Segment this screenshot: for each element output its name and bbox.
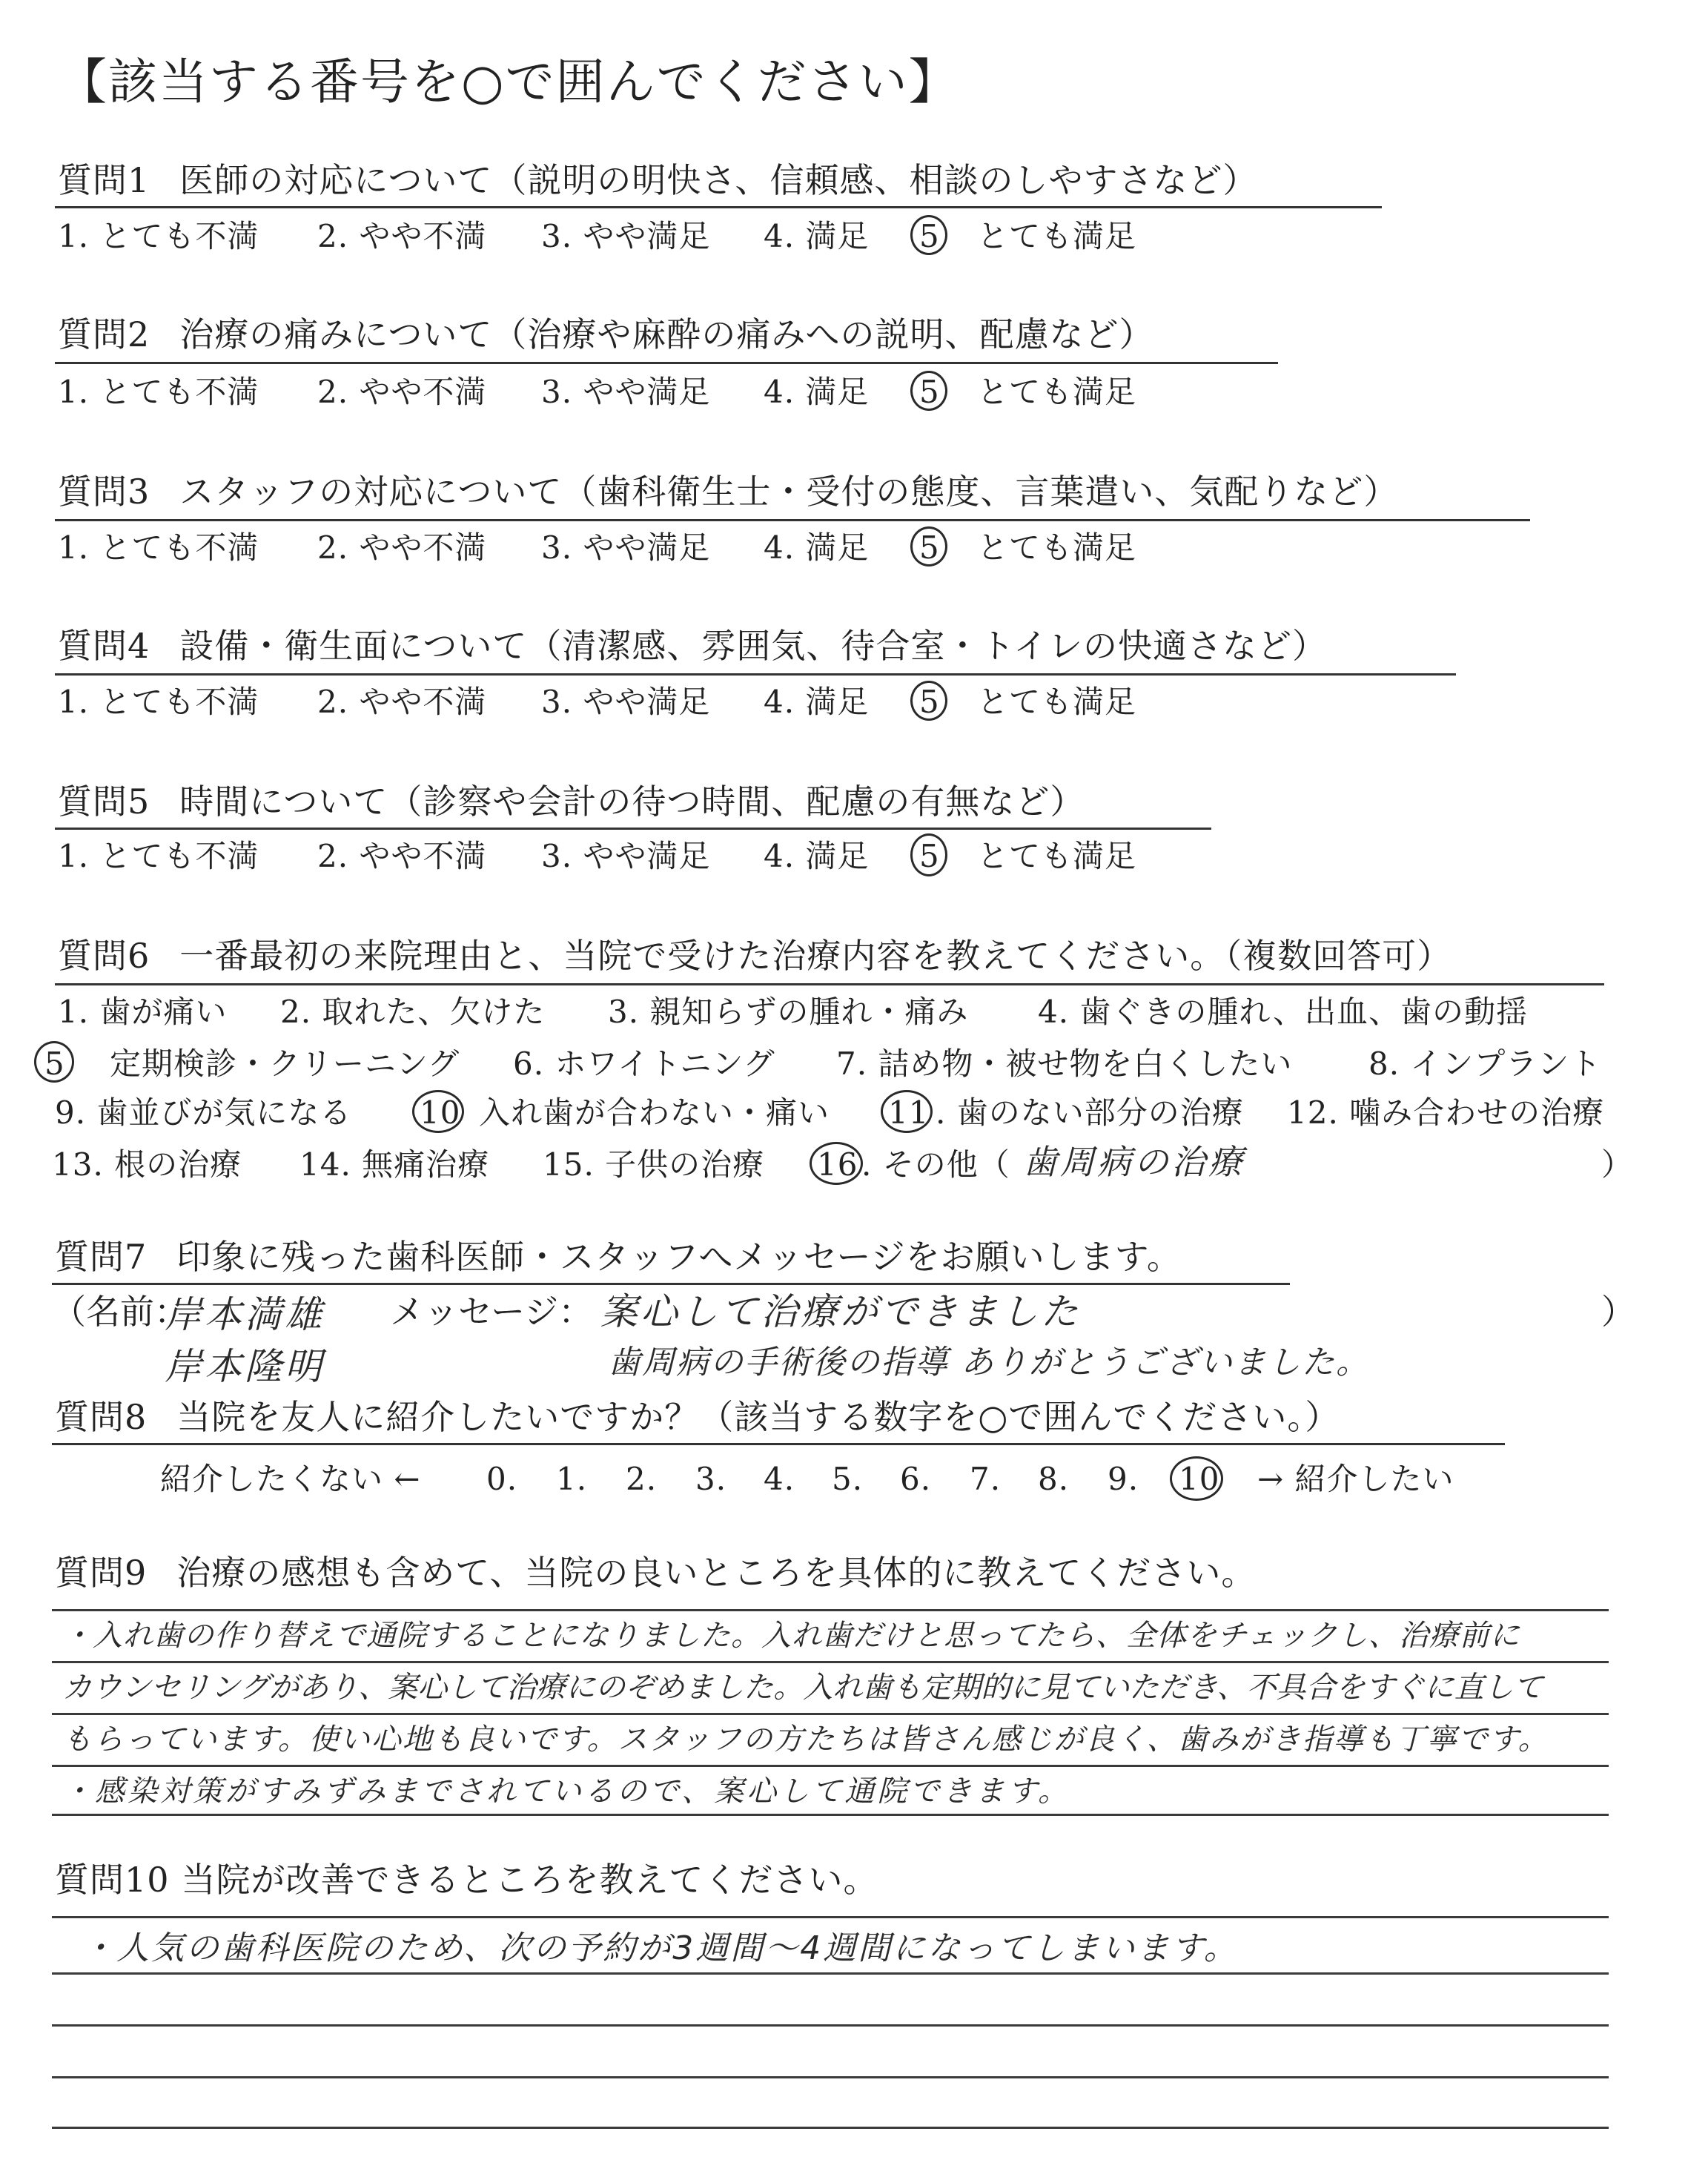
q5-heading <box>58 782 1085 822</box>
q8-option-1[interactable]: 1. <box>556 1461 588 1497</box>
q10-label: 質問10 <box>55 1860 170 1900</box>
q10-answer-line-1: ・人気の歯科医院のため、次の予約が3週間〜4週間になってしまいます。 <box>82 1929 1239 1967</box>
q8-option-3[interactable]: 3. <box>695 1461 727 1497</box>
q6-option-3[interactable]: 3. 親知らずの腫れ・痛み <box>608 994 969 1030</box>
q6-option-12[interactable]: 12. 噛み合わせの治療 <box>1287 1094 1605 1131</box>
q5-underline <box>55 828 1211 830</box>
q1-option-4[interactable]: 4. 満足 <box>764 218 870 254</box>
q6-underline <box>55 983 1604 985</box>
q10-rule-4 <box>52 2076 1609 2078</box>
q7-text: 印象に残った歯科医師・スタッフへメッセージをお願いします。 <box>176 1237 1182 1277</box>
q4-option-3[interactable]: 3. やや満足 <box>541 684 711 720</box>
q9-heading <box>55 1553 1257 1593</box>
q6-option-7[interactable]: 7. 詰め物・被せ物を白くしたい <box>836 1046 1293 1082</box>
q4-option-2[interactable]: 2. やや不満 <box>317 684 487 720</box>
q3-option-3[interactable]: 3. やや満足 <box>541 529 711 566</box>
q6-option-1[interactable]: 1. 歯が痛い <box>58 994 228 1030</box>
q6-option-5-label: 定期検診・クリーニング <box>110 1046 460 1082</box>
q9-answer-line-4: ・感染対策がすみずみまでされているので、案心して通院できます。 <box>62 1774 1070 1809</box>
q8-option-0[interactable]: 0. <box>486 1461 518 1497</box>
q6-option-11[interactable]: 11 <box>888 1094 930 1131</box>
q4-heading <box>58 626 1328 666</box>
q5-option-5-label: とても満足 <box>977 838 1137 874</box>
q8-option-9[interactable]: 9. <box>1108 1461 1139 1497</box>
q9-rule-5 <box>52 1814 1609 1816</box>
q8-option-5[interactable]: 5. <box>832 1461 864 1497</box>
q1-label: 質問1 <box>58 160 150 200</box>
page-title: 【該当する番号を○で囲んでください】 <box>58 53 959 110</box>
q6-option-13[interactable]: 13. 根の治療 <box>52 1146 242 1183</box>
q6-option-10-label: 入れ歯が合わない・痛い <box>479 1094 830 1131</box>
q3-text: スタッフの対応について（歯科衛生士・受付の態度、言葉遣い、気配りなど） <box>179 472 1399 512</box>
q10-rule-1 <box>52 1916 1609 1918</box>
q6-heading <box>58 936 1452 976</box>
q8-text: 当院を友人に紹介したいですか？（該当する数字を○で囲んでください。） <box>176 1397 1340 1437</box>
q8-scale-right-label: → 紹介したい <box>1257 1461 1454 1497</box>
q6-other-close-paren: ） <box>1601 1146 1634 1183</box>
q1-option-5-label: とても満足 <box>977 218 1137 254</box>
q10-rule-5 <box>52 2127 1609 2129</box>
q6-other-handwritten: 歯周病の治療 <box>1023 1142 1245 1182</box>
q1-option-1[interactable]: 1. とても不満 <box>58 218 259 254</box>
q2-option-3[interactable]: 3. やや満足 <box>541 374 711 410</box>
q6-option-2[interactable]: 2. 取れた、欠けた <box>280 994 546 1030</box>
q1-heading <box>58 160 1258 200</box>
q6-option-11-label: . 歯のない部分の治療 <box>936 1094 1244 1131</box>
q8-option-6[interactable]: 6. <box>900 1461 932 1497</box>
q2-option-2[interactable]: 2. やや不満 <box>317 374 487 410</box>
q3-option-5-label: とても満足 <box>977 529 1137 566</box>
q9-rule-1 <box>52 1609 1609 1611</box>
q1-text: 医師の対応について（説明の明快さ、信頼感、相談のしやすさなど） <box>179 160 1258 200</box>
q6-option-14[interactable]: 14. 無痛治療 <box>299 1146 490 1183</box>
q9-rule-2 <box>52 1661 1609 1663</box>
q3-heading <box>58 472 1399 512</box>
q3-label: 質問3 <box>58 472 150 512</box>
q2-option-5[interactable]: 5 <box>919 374 940 410</box>
q6-option-8[interactable]: 8. インプラント <box>1368 1046 1602 1082</box>
q8-scale-left-label: 紹介したくない ← <box>160 1461 421 1497</box>
q6-option-6[interactable]: 6. ホワイトニング <box>513 1046 775 1082</box>
q7-heading <box>55 1237 1182 1277</box>
q10-rule-2 <box>52 1972 1609 1975</box>
q1-option-2[interactable]: 2. やや不満 <box>317 218 487 254</box>
q3-option-2[interactable]: 2. やや不満 <box>317 529 487 566</box>
q8-underline <box>52 1443 1505 1445</box>
q8-label: 質問8 <box>55 1397 148 1437</box>
q7-close-paren: ） <box>1601 1292 1635 1332</box>
q9-rule-3 <box>52 1713 1609 1715</box>
q2-text: 治療の痛みについて（治療や麻酔の痛みへの説明、配慮など） <box>179 314 1154 354</box>
q3-option-1[interactable]: 1. とても不満 <box>58 529 259 566</box>
q7-message-line-1: 案心して治療ができました <box>600 1290 1081 1333</box>
q10-text: 当院が改善できるところを教えてください。 <box>181 1860 878 1900</box>
q10-heading <box>55 1860 878 1900</box>
q6-option-4[interactable]: 4. 歯ぐきの腫れ、出血、歯の動揺 <box>1038 994 1528 1030</box>
q4-option-4[interactable]: 4. 満足 <box>764 684 870 720</box>
q8-option-10[interactable]: 10 <box>1179 1461 1220 1497</box>
q7-name-1: 岸本満雄 <box>165 1293 325 1336</box>
q7-message-line-2: 歯周病の手術後の指導 ありがとうございました。 <box>608 1344 1370 1381</box>
q5-option-1[interactable]: 1. とても不満 <box>58 838 259 874</box>
q9-label: 質問9 <box>55 1553 148 1593</box>
q6-option-15[interactable]: 15. 子供の治療 <box>543 1146 765 1183</box>
q6-option-16[interactable]: 16 <box>817 1146 858 1183</box>
q2-label: 質問2 <box>58 314 150 354</box>
q4-option-1[interactable]: 1. とても不満 <box>58 684 259 720</box>
q5-text: 時間について（診察や会計の待つ時間、配慮の有無など） <box>179 782 1085 822</box>
q2-heading <box>58 314 1154 354</box>
q4-text: 設備・衛生面について（清潔感、雰囲気、待合室・トイレの快適さなど） <box>179 626 1328 666</box>
q7-message-label: メッセージ： <box>390 1292 593 1332</box>
q9-answer-line-3: もらっています。使い心地も良いです。スタッフの方たちは皆さん感じが良く、歯みがき指導も丁寧です。 <box>62 1723 1549 1757</box>
q8-option-7[interactable]: 7. <box>970 1461 1002 1497</box>
q2-underline <box>55 362 1278 364</box>
q2-option-4[interactable]: 4. 満足 <box>764 374 870 410</box>
q7-underline <box>52 1283 1290 1285</box>
q3-underline <box>55 519 1530 521</box>
q8-option-8[interactable]: 8. <box>1038 1461 1070 1497</box>
q8-option-4[interactable]: 4. <box>764 1461 795 1497</box>
q6-label: 質問6 <box>58 936 150 976</box>
q9-answer-line-2: カウンセリングがあり、案心して治療にのぞめました。入れ歯も定期的に見ていただき、不具合をすぐに直して <box>62 1671 1543 1705</box>
q4-option-5-label: とても満足 <box>977 684 1137 720</box>
q1-underline <box>55 206 1382 208</box>
q10-rule-3 <box>52 2024 1609 2027</box>
q9-rule-4 <box>52 1765 1609 1767</box>
q6-option-16-label: . その他（ <box>861 1146 1010 1183</box>
q3-option-4[interactable]: 4. 満足 <box>764 529 870 566</box>
q7-name-label: （名前： <box>52 1292 188 1332</box>
q6-option-9[interactable]: 9. 歯並びが気になる <box>55 1094 352 1131</box>
q6-option-10[interactable]: 10 <box>420 1094 461 1131</box>
q3-option-5[interactable]: 5 <box>919 529 940 566</box>
q9-answer-line-1: ・入れ歯の作り替えで通院することになりました。入れ歯だけと思ってたら、全体をチェックし、治療前に <box>62 1619 1520 1653</box>
q2-option-5-label: とても満足 <box>977 374 1137 410</box>
q8-heading <box>55 1397 1340 1437</box>
q6-option-5[interactable]: 5 <box>44 1046 65 1082</box>
q5-option-2[interactable]: 2. やや不満 <box>317 838 487 874</box>
q2-option-1[interactable]: 1. とても不満 <box>58 374 259 410</box>
q1-option-3[interactable]: 3. やや満足 <box>541 218 711 254</box>
q5-option-3[interactable]: 3. やや満足 <box>541 838 711 874</box>
q9-text: 治療の感想も含めて、当院の良いところを具体的に教えてください。 <box>176 1553 1257 1593</box>
q4-underline <box>55 673 1456 676</box>
q4-label: 質問4 <box>58 626 150 666</box>
q7-label: 質問7 <box>55 1237 148 1277</box>
q5-option-5[interactable]: 5 <box>919 838 940 874</box>
q5-option-4[interactable]: 4. 満足 <box>764 838 870 874</box>
q6-text: 一番最初の来院理由と、当院で受けた治療内容を教えてください。（複数回答可） <box>179 936 1452 976</box>
q1-option-5[interactable]: 5 <box>919 218 940 254</box>
q4-option-5[interactable]: 5 <box>919 684 940 720</box>
q7-name-2: 岸本隆明 <box>165 1345 325 1388</box>
q8-option-2[interactable]: 2. <box>626 1461 658 1497</box>
q5-label: 質問5 <box>58 782 150 822</box>
